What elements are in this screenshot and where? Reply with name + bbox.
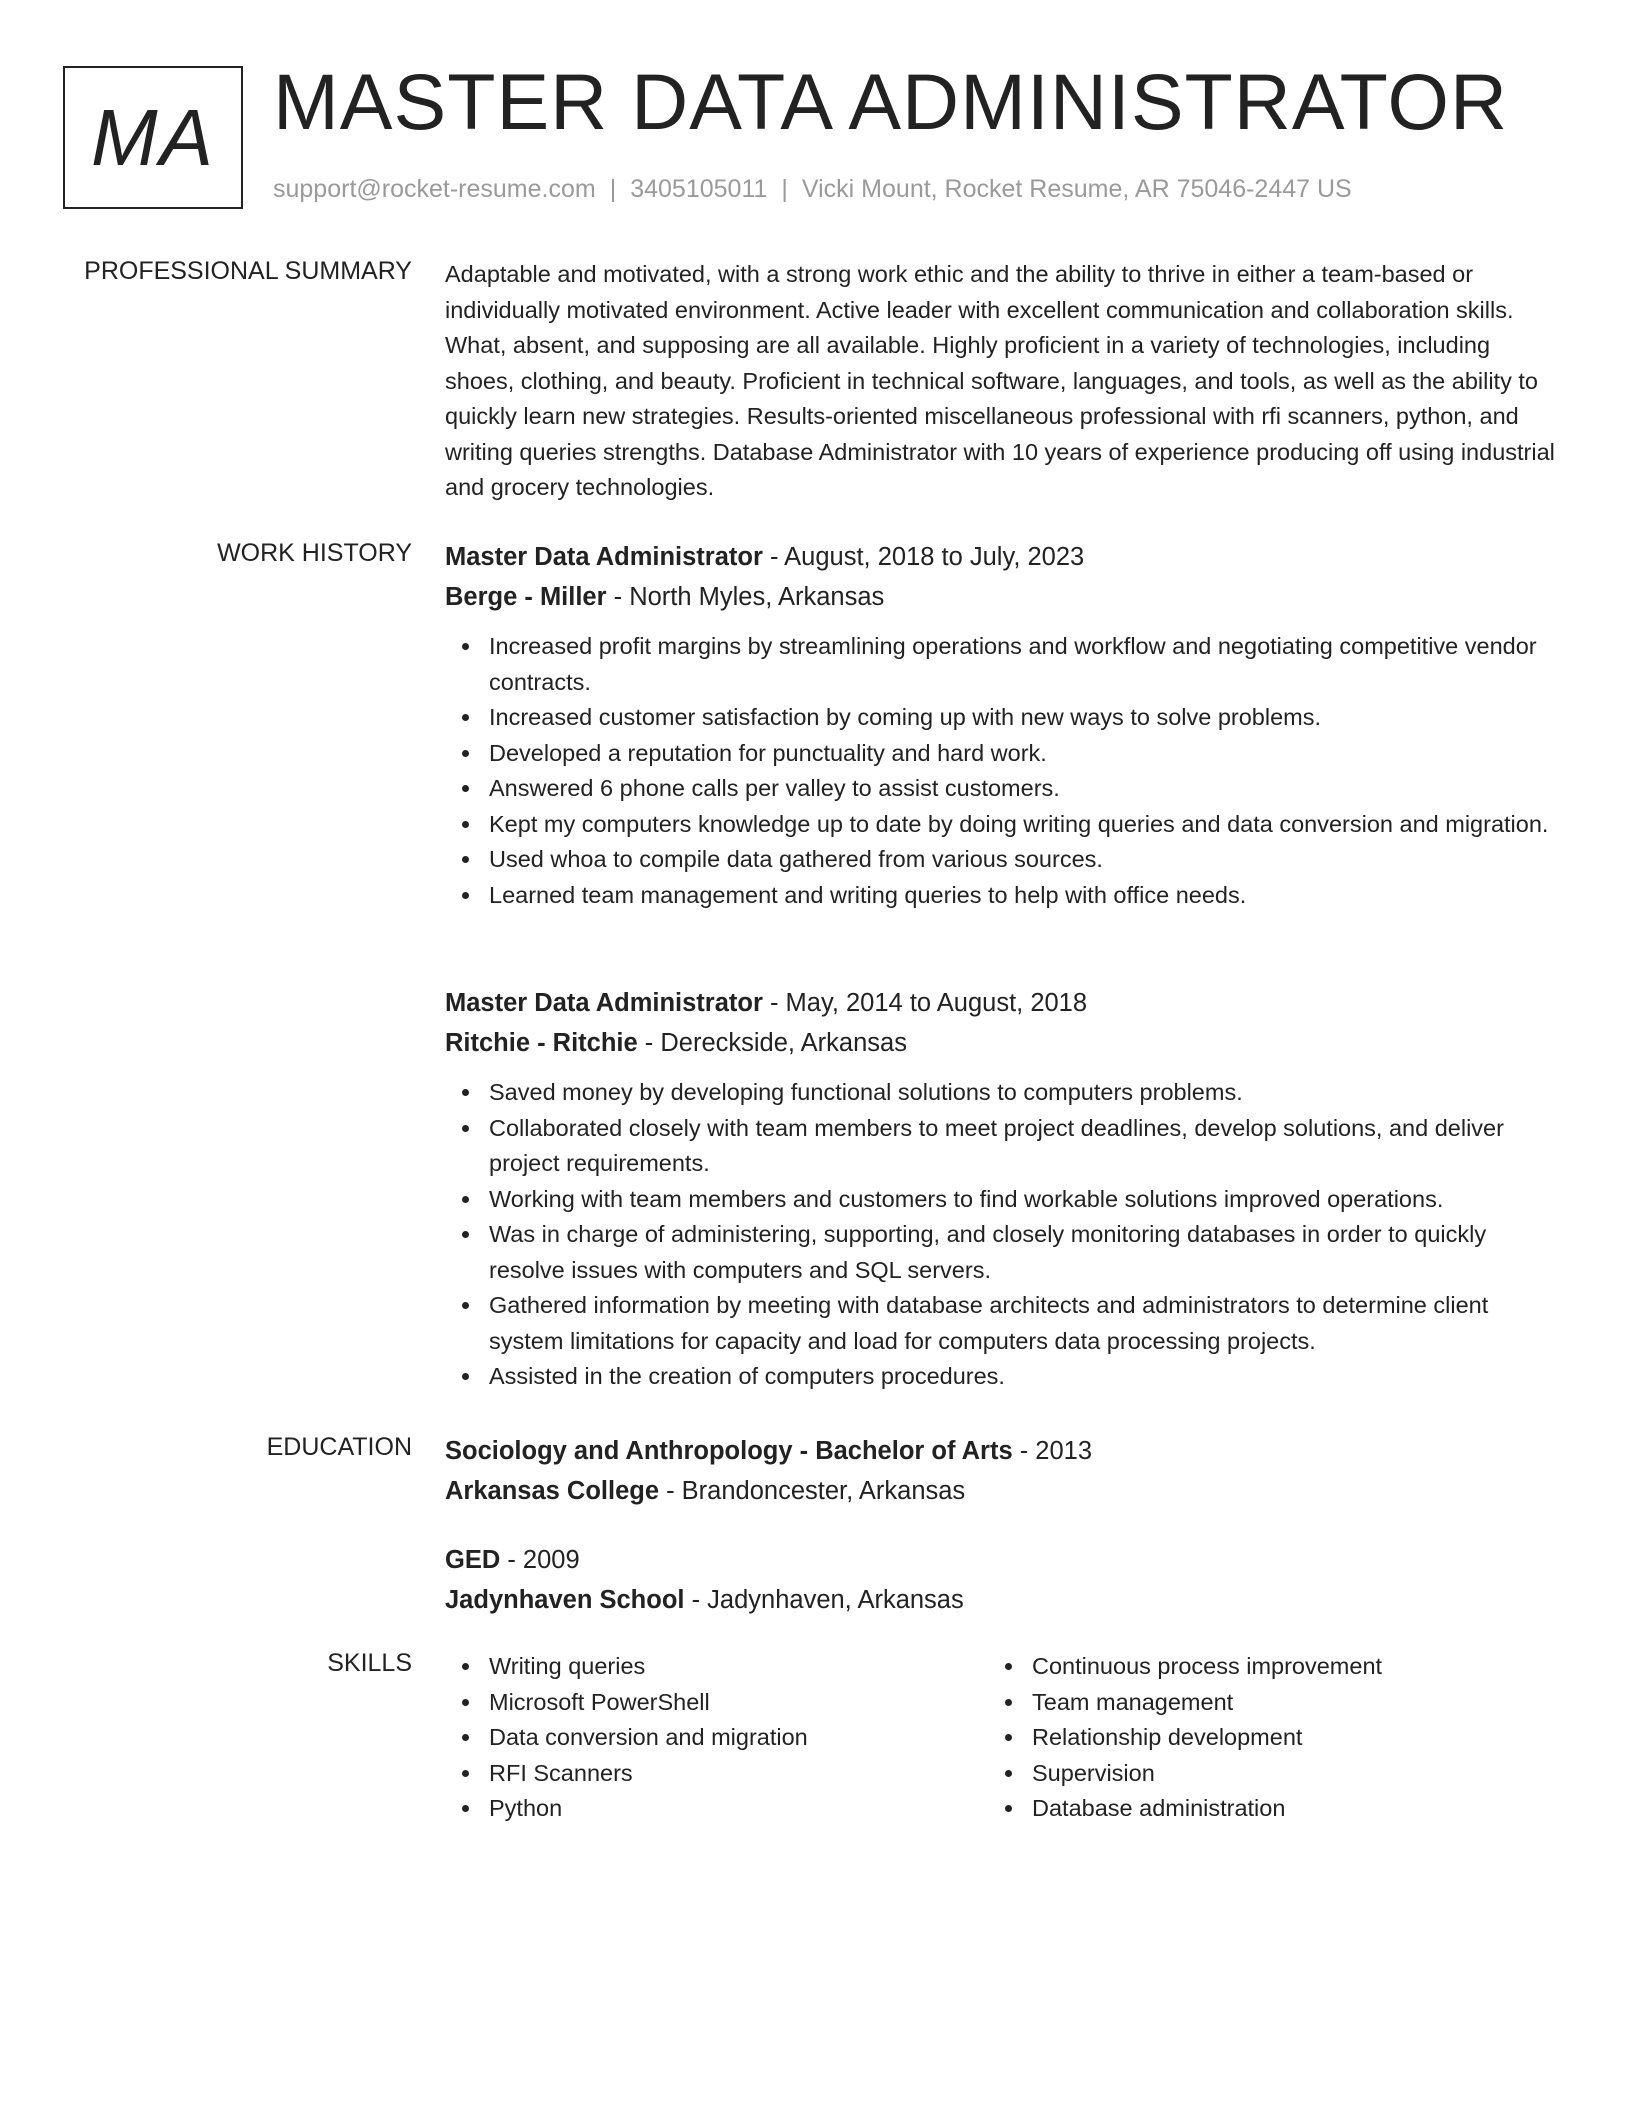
contact-email[interactable]: support@rocket-resume.com (273, 175, 596, 203)
job-dates: - August, 2018 to July, 2023 (762, 543, 1085, 571)
job-location: - Dereckside, Arkansas (637, 1029, 907, 1057)
education-degree: Sociology and Anthropology - Bachelor of Arts (445, 1437, 1013, 1465)
education-degree-line (445, 1540, 1560, 1580)
skill-item: Relationship development (1032, 1720, 1552, 1756)
education-location: - Brandoncester, Arkansas (659, 1477, 966, 1505)
education-year: - 2009 (500, 1546, 580, 1574)
education-school: Jadynhaven School (445, 1586, 685, 1614)
education-year: - 2013 (1012, 1437, 1093, 1465)
job-bullet: Assisted in the creation of computers procedures. (489, 1359, 1560, 1395)
education-school-line (445, 1580, 1560, 1620)
job-title: Master Data Administrator (445, 989, 763, 1017)
contact-phone[interactable]: 3405105011 (630, 175, 768, 203)
job-bullets (445, 629, 1560, 913)
job-title-line (445, 983, 1560, 1023)
contact-separator: | (781, 175, 788, 203)
skills-list-right (988, 1649, 1552, 1827)
job-bullet: Increased profit margins by streamlining operations and workflow and negotiating competitive vendor contracts. (489, 629, 1560, 700)
skill-item: Data conversion and migration (489, 1720, 1009, 1756)
education-location: - Jadynhaven, Arkansas (684, 1586, 964, 1614)
section-label-education: EDUCATION (266, 1433, 412, 1461)
education-school-line (445, 1471, 1560, 1511)
job-bullet: Learned team management and writing queries to help with office needs. (489, 878, 1560, 914)
contact-line (273, 175, 1352, 204)
monogram-box (63, 66, 243, 209)
job-bullet: Working with team members and customers to find workable solutions improved operations. (489, 1182, 1560, 1218)
job-dates: - May, 2014 to August, 2018 (762, 989, 1088, 1017)
skill-item: RFI Scanners (489, 1756, 1009, 1792)
job-bullet: Developed a reputation for punctuality and hard work. (489, 736, 1560, 772)
job-bullet: Used whoa to compile data gathered from various sources. (489, 842, 1560, 878)
job-company: Ritchie - Ritchie (445, 1029, 638, 1057)
job-entry (445, 983, 1560, 1395)
job-bullet: Was in charge of administering, supporting, and closely monitoring databases in order to quickly resolve issues with computers and SQL servers. (489, 1217, 1560, 1288)
job-entry (445, 537, 1560, 913)
skill-item: Database administration (1032, 1791, 1552, 1827)
job-location: - North Myles, Arkansas (606, 583, 885, 611)
skill-item: Supervision (1032, 1756, 1552, 1792)
monogram-initials: MA (91, 92, 215, 182)
skill-item: Microsoft PowerShell (489, 1685, 1009, 1721)
job-bullet: Increased customer satisfaction by coming up with new ways to solve problems. (489, 700, 1560, 736)
job-title: Master Data Administrator (445, 543, 763, 571)
job-company-line (445, 1023, 1560, 1063)
education-degree: GED (445, 1546, 501, 1574)
section-label-summary: PROFESSIONAL SUMMARY (84, 257, 412, 285)
skill-item: Continuous process improvement (1032, 1649, 1552, 1685)
section-label-skills: SKILLS (327, 1649, 412, 1677)
summary-text: Adaptable and motivated, with a strong work ethic and the ability to thrive in either a team-based or individually motivated environment. Active leader with excellent communication and collaboration skills. What, absent, and supposing are all available. Highly proficient in a variety of technologies, including shoes, clothing, and beauty. Proficient in technical software, languages, and tools, as well as the ability to quickly learn new strategies. Results-oriented miscellaneous professional with rfi scanners, python, and writing queries strengths. Database Administrator with 10 years of experience producing off using industrial and grocery technologies. (445, 261, 1555, 500)
summary-section (445, 257, 1560, 506)
job-company-line (445, 577, 1560, 617)
skills-section (445, 1649, 1560, 1839)
education-entry (445, 1431, 1560, 1511)
job-bullet: Gathered information by meeting with database architects and administrators to determine client system limitations for capacity and load for computers data processing projects. (489, 1288, 1560, 1359)
skill-item: Team management (1032, 1685, 1552, 1721)
contact-address: Vicki Mount, Rocket Resume, AR 75046-2447 US (801, 175, 1352, 203)
job-company: Berge - Miller (445, 583, 607, 611)
education-school: Arkansas College (445, 1477, 660, 1505)
job-bullets (445, 1075, 1560, 1395)
job-title-line (445, 537, 1560, 577)
job-bullet: Answered 6 phone calls per valley to assist customers. (489, 771, 1560, 807)
education-degree-line (445, 1431, 1560, 1471)
skills-list-left (445, 1649, 1009, 1827)
skill-item: Writing queries (489, 1649, 1009, 1685)
section-label-work-history: WORK HISTORY (217, 539, 412, 567)
job-bullet: Collaborated closely with team members to meet project deadlines, develop solutions, and deliver project requirements. (489, 1111, 1560, 1182)
candidate-title: MASTER DATA ADMINISTRATOR (273, 57, 1508, 146)
job-bullet: Saved money by developing functional solutions to computers problems. (489, 1075, 1560, 1111)
contact-separator: | (609, 175, 617, 203)
skill-item: Python (489, 1791, 1009, 1827)
education-entry (445, 1540, 1560, 1620)
job-bullet: Kept my computers knowledge up to date by doing writing queries and data conversion and migration. (489, 807, 1560, 843)
